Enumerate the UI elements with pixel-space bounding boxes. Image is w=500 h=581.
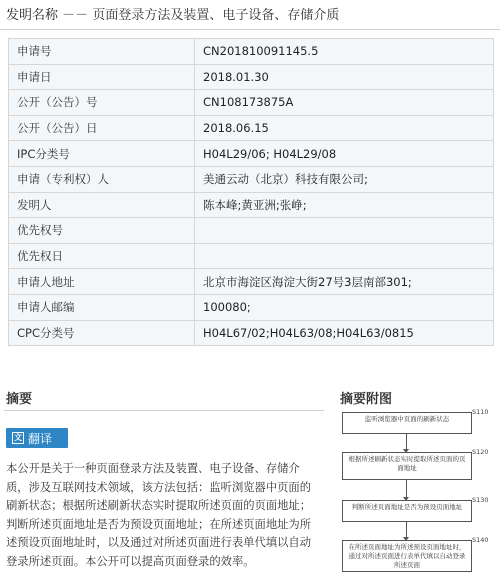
invention-title: 页面登录方法及装置、电子设备、存储介质 (92, 8, 340, 23)
info-key: 申请人地址 (9, 269, 195, 295)
info-row (9, 64, 494, 90)
info-key: 优先权号 (9, 218, 195, 244)
abstract-heading: 摘要 (6, 392, 33, 407)
flow-arrow (406, 522, 407, 540)
flow-step-id: S110 (472, 408, 489, 416)
info-value: 美通云动（北京）科技有限公司; (195, 166, 494, 192)
flow-arrow (406, 480, 407, 500)
abstract-figure-heading: 摘要附图 (340, 392, 393, 407)
info-row (9, 243, 494, 269)
info-key: 公开（公告）号 (9, 90, 195, 116)
translate-label: 翻译 (28, 431, 53, 446)
info-key: 申请人邮编 (9, 294, 195, 320)
info-value (195, 243, 494, 269)
flow-step-box: 监听浏览器中页面的刷新状态 (342, 412, 472, 434)
title-separator: －－ (62, 8, 89, 23)
info-value (195, 218, 494, 244)
translate-button[interactable] (6, 428, 68, 448)
info-row (9, 192, 494, 218)
info-key: CPC分类号 (9, 320, 195, 346)
info-row (9, 218, 494, 244)
info-value: 陈本峰;黄亚洲;张峥; (195, 192, 494, 218)
flow-step-id: S130 (472, 496, 489, 504)
flow-step-id: S140 (472, 536, 489, 544)
section-divider (4, 410, 324, 411)
info-value: 100080; (195, 294, 494, 320)
info-key: 优先权日 (9, 243, 195, 269)
info-key: 公开（公告）日 (9, 115, 195, 141)
info-key: 申请（专利权）人 (9, 166, 195, 192)
flow-step-box: 根据所述刷新状态实时提取所述页面的页面地址 (342, 452, 472, 480)
info-value: 北京市海淀区海淀大街27号3层南部301; (195, 269, 494, 295)
patent-info-table (8, 38, 494, 346)
info-value: CN201810091145.5 (195, 39, 494, 65)
info-row (9, 141, 494, 167)
flow-arrow (406, 434, 407, 452)
info-row (9, 115, 494, 141)
info-row (9, 166, 494, 192)
info-key: IPC分类号 (9, 141, 195, 167)
flow-step-box: 在所述页面地址为所述预设页面地址时，通过对所述页面进行表单代填以自动登录所述页面 (342, 540, 472, 572)
title-bar (0, 0, 500, 30)
abstract-flowchart (326, 404, 496, 579)
info-row (9, 90, 494, 116)
info-row (9, 269, 494, 295)
info-value: 2018.01.30 (195, 64, 494, 90)
info-value: CN108173875A (195, 90, 494, 116)
info-row (9, 39, 494, 65)
info-value: 2018.06.15 (195, 115, 494, 141)
title-label: 发明名称 (6, 8, 59, 23)
info-key: 申请日 (9, 64, 195, 90)
flow-step-box: 判断所述页面地址是否为预设页面地址 (342, 500, 472, 522)
info-row (9, 294, 494, 320)
info-key: 发明人 (9, 192, 195, 218)
info-row (9, 320, 494, 346)
info-key: 申请号 (9, 39, 195, 65)
flow-step-id: S120 (472, 448, 489, 456)
info-value: H04L67/02;H04L63/08;H04L63/0815 (195, 320, 494, 346)
info-value: H04L29/06; H04L29/08 (195, 141, 494, 167)
translate-icon: 文 (14, 433, 22, 442)
abstract-text: 本公开是关于一种页面登录方法及装置、电子设备、存储介质，涉及互联网技术领域，该方法包括：监听浏览器中页面的刷新状态；根据所述刷新状态实时提取所述页面的页面地址；判断所述页面地址是否为预设页面地址；在所述页面地址为所述预设页面地址时，以及通过对所述页面进行表单代填以自动登录所述页面。本公开可以提高页面登录的效率。 (6, 462, 312, 568)
